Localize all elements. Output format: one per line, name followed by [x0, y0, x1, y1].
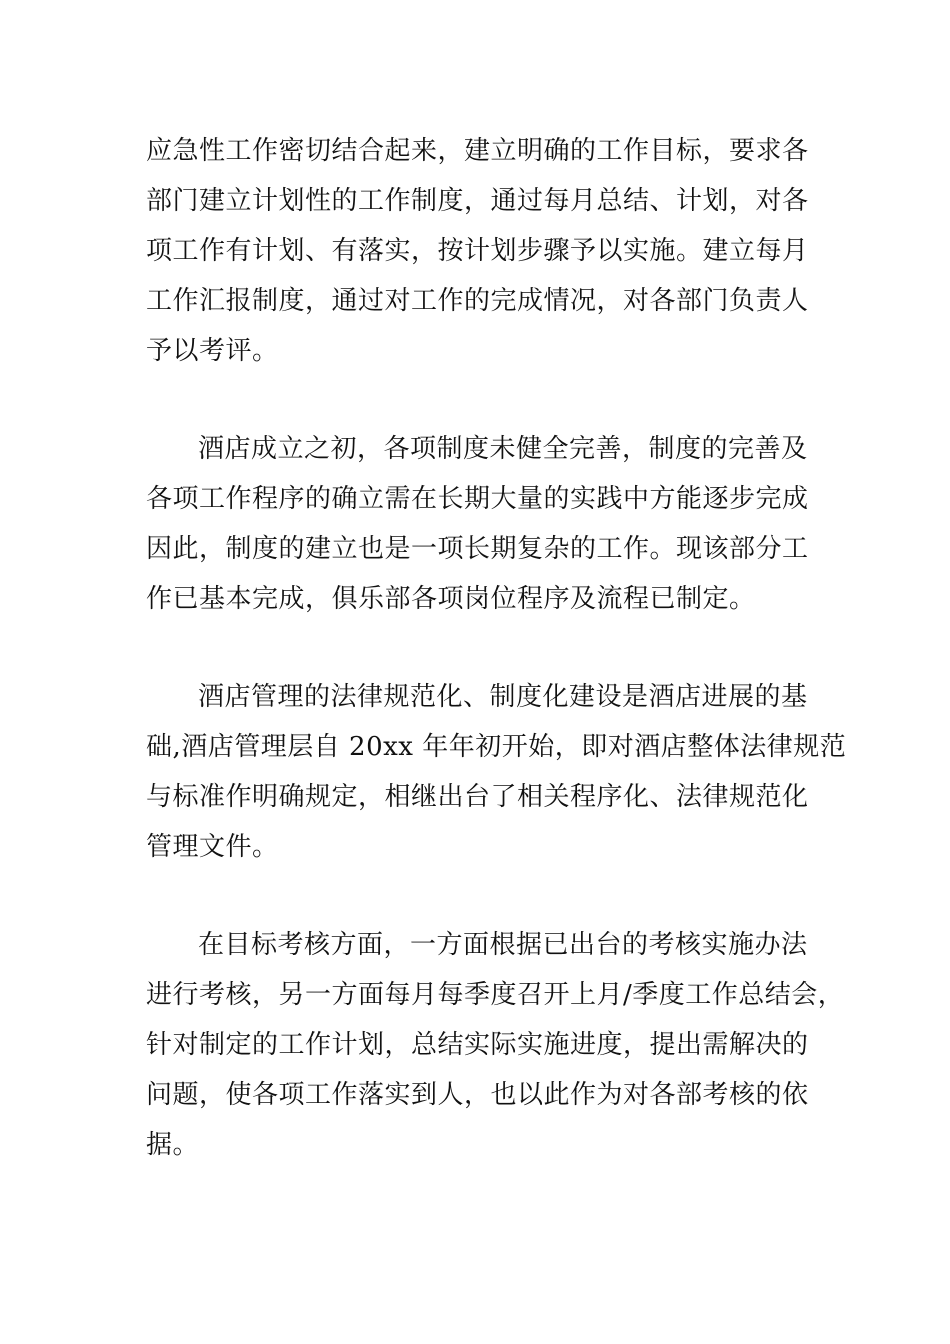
paragraph-3-line-3: 与标准作明确规定，相继出台了相关程序化、法律规范化: [146, 782, 809, 812]
paragraph-4-line-3: 针对制定的工作计划，总结实际实施进度，提出需解决的: [146, 1030, 809, 1060]
paragraph-2-line-4: 作已基本完成，俱乐部各项岗位程序及流程已制定。: [146, 584, 756, 614]
paragraph-2-line-3: 因此，制度的建立也是一项长期复杂的工作。现该部分工: [146, 534, 809, 564]
paragraph-1-line-4: 工作汇报制度，通过对工作的完成情况，对各部门负责人: [146, 286, 809, 316]
paragraph-1-line-2: 部门建立计划性的工作制度，通过每月总结、计划，对各: [146, 186, 809, 216]
paragraph-3-line-1: 酒店管理的法律规范化、制度化建设是酒店进展的基: [198, 682, 808, 712]
paragraph-1-line-1: 应急性工作密切结合起来，建立明确的工作目标，要求各: [146, 136, 809, 166]
paragraph-1-line-3: 项工作有计划、有落实，按计划步骤予以实施。建立每月: [146, 236, 809, 266]
paragraph-4-line-4: 问题，使各项工作落实到人，也以此作为对各部考核的依: [146, 1080, 809, 1110]
paragraph-3-line-4: 管理文件。: [146, 832, 279, 862]
paragraph-4-line-5: 据。: [146, 1130, 200, 1160]
paragraph-3-line-2: 础,酒店管理层自 20xx 年年初开始，即对酒店整体法律规范: [146, 732, 847, 762]
paragraph-2-line-2: 各项工作程序的确立需在长期大量的实践中方能逐步完成: [146, 484, 809, 514]
paragraph-2-line-1: 酒店成立之初，各项制度未健全完善，制度的完善及: [198, 434, 808, 464]
paragraph-4-line-2: 进行考核，另一方面每月每季度召开上月/季度工作总结会，: [146, 980, 845, 1010]
paragraph-4-line-1: 在目标考核方面，一方面根据已出台的考核实施办法: [198, 930, 808, 960]
paragraph-1-line-5: 予以考评。: [146, 336, 279, 366]
